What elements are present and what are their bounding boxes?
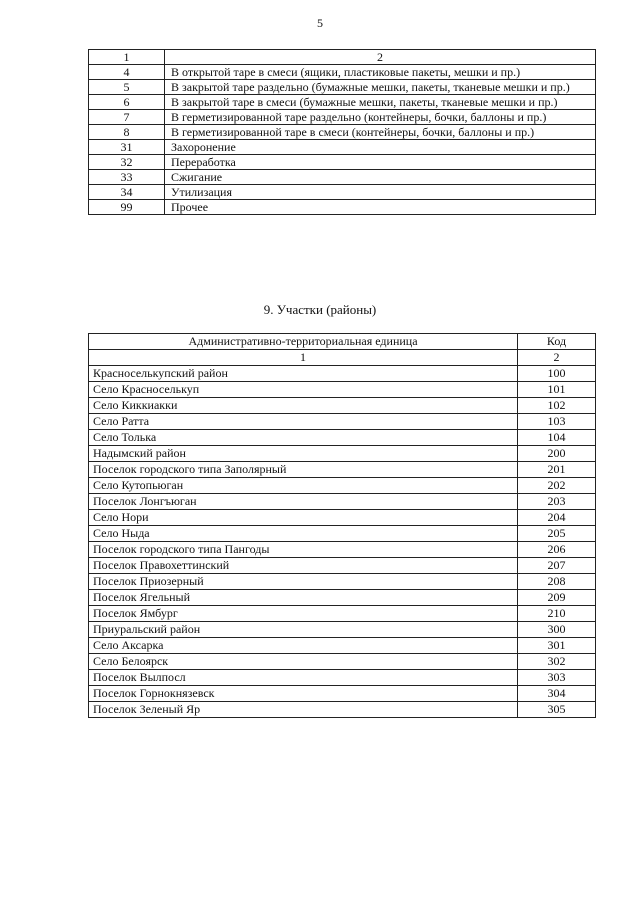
district-code: 207	[518, 558, 596, 574]
district-name: Село Белоярск	[89, 654, 518, 670]
table-row	[89, 654, 596, 670]
district-name: Поселок городского типа Заполярный	[89, 462, 518, 478]
page-number: 5	[317, 16, 323, 30]
district-name: Поселок Ямбург	[89, 606, 518, 622]
district-name: Село Ратта	[89, 414, 518, 430]
table-row	[89, 638, 596, 654]
district-name: Поселок Зеленый Яр	[89, 702, 518, 718]
district-code: 301	[518, 638, 596, 654]
district-code: 203	[518, 494, 596, 510]
table-row	[89, 65, 596, 80]
districts-table	[88, 333, 596, 718]
district-code: 209	[518, 590, 596, 606]
table-row	[89, 95, 596, 110]
district-code: 300	[518, 622, 596, 638]
table-row	[89, 606, 596, 622]
table-row	[89, 446, 596, 462]
district-code: 200	[518, 446, 596, 462]
table-row	[89, 542, 596, 558]
row-description: В герметизированной таре в смеси (контейнеры, бочки, баллоны и пр.)	[165, 125, 596, 140]
table-row	[89, 494, 596, 510]
district-name: Приуральский район	[89, 622, 518, 638]
disposal-methods-table	[88, 49, 596, 215]
table-row	[89, 155, 596, 170]
row-description: Утилизация	[165, 185, 596, 200]
district-code: 101	[518, 382, 596, 398]
row-code: 33	[89, 170, 165, 185]
row-code: 8	[89, 125, 165, 140]
header-col-2: 2	[165, 50, 596, 65]
district-name: Поселок Ягельный	[89, 590, 518, 606]
district-code: 103	[518, 414, 596, 430]
header-unit: Административно-территориальная единица	[89, 334, 518, 350]
table-header-row	[89, 334, 596, 350]
district-name: Село Нори	[89, 510, 518, 526]
district-name: Село Аксарка	[89, 638, 518, 654]
header-col-1: 1	[89, 50, 165, 65]
district-code: 303	[518, 670, 596, 686]
row-description: Захоронение	[165, 140, 596, 155]
row-code: 34	[89, 185, 165, 200]
table-row	[89, 478, 596, 494]
row-description: В закрытой таре раздельно (бумажные мешки, пакеты, тканевые мешки и пр.)	[165, 80, 596, 95]
district-code: 102	[518, 398, 596, 414]
district-name: Село Кутопьюган	[89, 478, 518, 494]
row-description: В герметизированной таре раздельно (контейнеры, бочки, баллоны и пр.)	[165, 110, 596, 125]
row-code: 31	[89, 140, 165, 155]
subheader-col-1: 1	[89, 350, 518, 366]
table-row	[89, 125, 596, 140]
district-name: Надымский район	[89, 446, 518, 462]
table-row	[89, 526, 596, 542]
district-code: 210	[518, 606, 596, 622]
table-row	[89, 185, 596, 200]
district-name: Поселок Правохеттинский	[89, 558, 518, 574]
table-row	[89, 140, 596, 155]
district-name: Село Толька	[89, 430, 518, 446]
row-code: 7	[89, 110, 165, 125]
district-code: 208	[518, 574, 596, 590]
district-name: Поселок Вылпосл	[89, 670, 518, 686]
table-row	[89, 366, 596, 382]
row-description: Сжигание	[165, 170, 596, 185]
district-code: 204	[518, 510, 596, 526]
table-header-row	[89, 50, 596, 65]
row-code: 99	[89, 200, 165, 215]
district-code: 304	[518, 686, 596, 702]
table-row	[89, 80, 596, 95]
district-name: Поселок Приозерный	[89, 574, 518, 590]
table-row	[89, 590, 596, 606]
district-code: 202	[518, 478, 596, 494]
table-row	[89, 414, 596, 430]
table-row	[89, 200, 596, 215]
header-code: Код	[518, 334, 596, 350]
row-code: 4	[89, 65, 165, 80]
row-code: 5	[89, 80, 165, 95]
district-code: 201	[518, 462, 596, 478]
row-description: В открытой таре в смеси (ящики, пластиковые пакеты, мешки и пр.)	[165, 65, 596, 80]
row-code: 32	[89, 155, 165, 170]
table-row	[89, 170, 596, 185]
row-code: 6	[89, 95, 165, 110]
district-name: Красноселькупский район	[89, 366, 518, 382]
table-row	[89, 462, 596, 478]
district-code: 305	[518, 702, 596, 718]
district-name: Село Красноселькуп	[89, 382, 518, 398]
district-name: Поселок Горнокнязевск	[89, 686, 518, 702]
table-row	[89, 382, 596, 398]
district-code: 104	[518, 430, 596, 446]
district-name: Село Ныда	[89, 526, 518, 542]
table-row	[89, 670, 596, 686]
section-title: 9. Участки (районы)	[263, 302, 377, 317]
district-name: Поселок Лонгъюган	[89, 494, 518, 510]
district-code: 205	[518, 526, 596, 542]
district-code: 302	[518, 654, 596, 670]
row-description: В закрытой таре в смеси (бумажные мешки, пакеты, тканевые мешки и пр.)	[165, 95, 596, 110]
table-subheader-row	[89, 350, 596, 366]
table-row	[89, 110, 596, 125]
row-description: Прочее	[165, 200, 596, 215]
district-code: 206	[518, 542, 596, 558]
table-row	[89, 558, 596, 574]
table-row	[89, 398, 596, 414]
district-code: 100	[518, 366, 596, 382]
table-row	[89, 574, 596, 590]
subheader-col-2: 2	[518, 350, 596, 366]
table-row	[89, 510, 596, 526]
table-row	[89, 702, 596, 718]
table-row	[89, 686, 596, 702]
district-name: Село Киккиакки	[89, 398, 518, 414]
row-description: Переработка	[165, 155, 596, 170]
table-row	[89, 622, 596, 638]
table-row	[89, 430, 596, 446]
district-name: Поселок городского типа Пангоды	[89, 542, 518, 558]
